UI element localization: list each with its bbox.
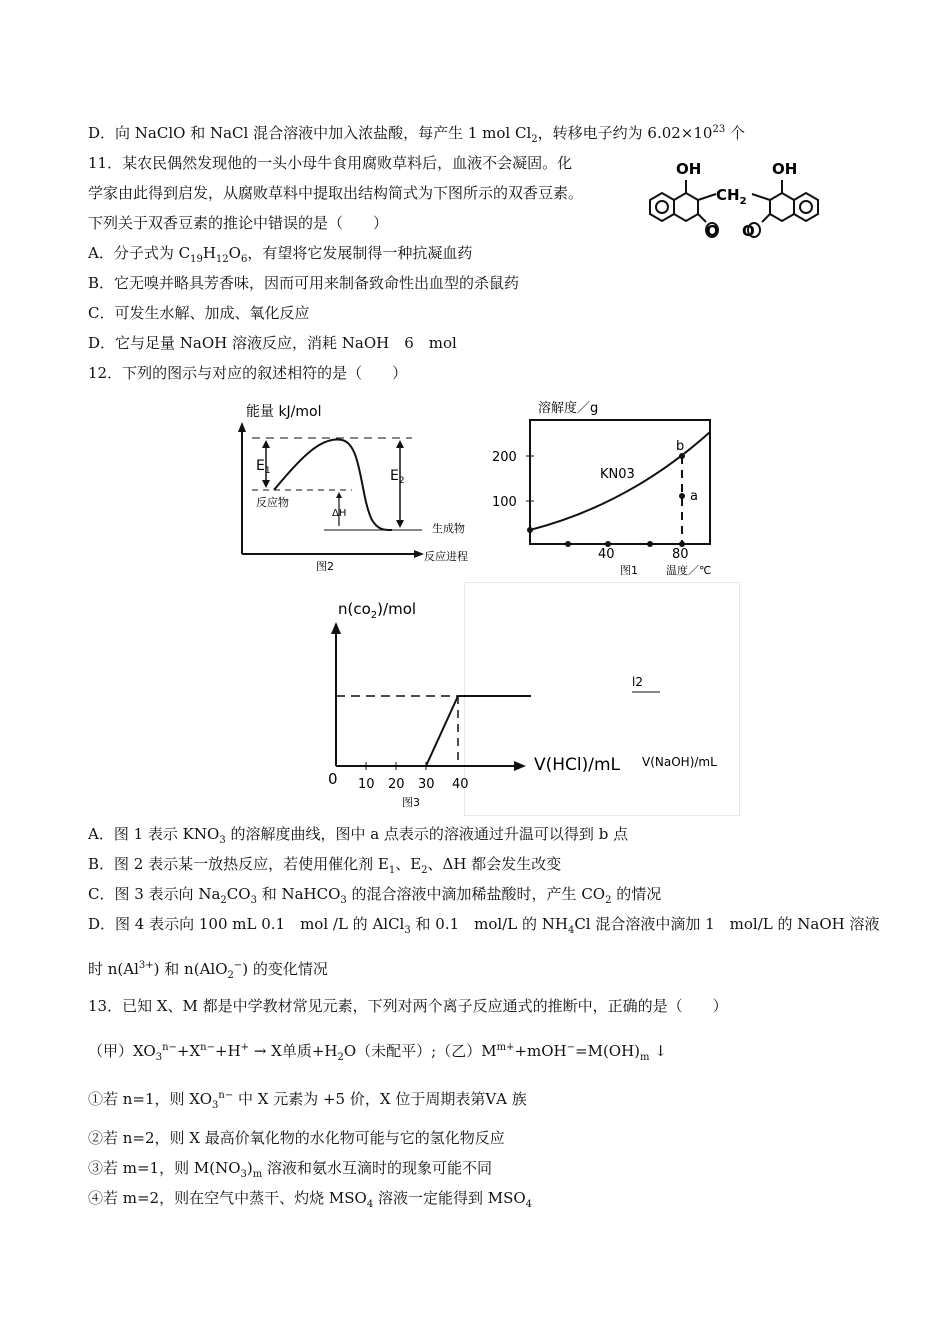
fig2-product-label: 生成物 — [432, 522, 465, 535]
sup: 3+ — [138, 960, 154, 971]
fig3-rising-line — [426, 696, 458, 766]
t: 的混合溶液中滴加稀盐酸时，产生 CO — [346, 885, 606, 903]
sup: 23 — [712, 124, 726, 135]
left-ch2-bond — [698, 194, 716, 200]
sub: 3 — [250, 895, 257, 906]
q10-option-d — [88, 120, 745, 150]
t: H — [202, 244, 216, 262]
fig2-e1-head-down — [262, 480, 270, 488]
sub: 1 — [388, 865, 396, 876]
fig3-label-30: 30 — [418, 777, 435, 792]
q11-stem-line3: 下列关于双香豆素的推论中错误的是（ ） — [88, 214, 389, 232]
fig2-x-label: 反应进程 — [424, 550, 468, 563]
t: +mOH — [514, 1042, 567, 1060]
q13-equations — [88, 1038, 667, 1068]
sub: 3 — [340, 895, 347, 906]
fig3-y-label — [338, 600, 416, 621]
fig1-tick-40: 40 — [598, 547, 615, 562]
sub: 2 — [421, 865, 428, 876]
e1: E — [256, 458, 265, 474]
fig1-start-point — [527, 527, 533, 533]
fig2-e2-head-up — [396, 440, 404, 448]
q10-d-text: D．向 NaClO 和 NaCl 混合溶液中加入浓盐酸，每产生 1 mol Cl — [88, 124, 532, 142]
fig1-x-dot-40 — [605, 541, 611, 547]
t: 、ΔH 都会发生改变 — [427, 855, 562, 873]
fig1-x-label: 温度／℃ — [666, 564, 712, 577]
t: 中 X 元素为 +5 价，X 位于周期表第ⅤA 族 — [233, 1090, 527, 1108]
sub: 4 — [567, 925, 575, 936]
t: 时 n(Al — [88, 960, 139, 978]
t: A．图 1 表示 KNO — [88, 825, 220, 843]
left-pyranone-ring — [674, 193, 698, 221]
left-carbonyl-bond — [698, 214, 706, 222]
fig1-label-a: a — [690, 489, 698, 504]
sub: 2 — [220, 895, 227, 906]
fig1-y-label: 溶解度／g — [538, 401, 599, 416]
fig2-e2-head-down — [396, 520, 404, 528]
sup: n− — [200, 1042, 215, 1053]
t: ③若 m=1，则 M(NO — [88, 1159, 241, 1177]
e2: E — [390, 468, 399, 484]
e2-sub: 2 — [398, 476, 405, 486]
t: O（未配平）;（乙）M — [343, 1042, 497, 1060]
sub: 3 — [219, 835, 226, 846]
yl-end: )/mol — [377, 600, 417, 618]
fig4-mark: l2 — [632, 675, 643, 689]
ch2-sub: 2 — [739, 196, 747, 207]
q11-option-a — [88, 243, 472, 270]
fig3-origin: 0 — [328, 770, 338, 788]
q11-stem-line1: 11．某农民偶然发现他的一头小母牛食用腐败草料后，血液不会凝固。化 — [88, 154, 573, 172]
q13-item-4 — [88, 1188, 532, 1215]
fig2-e1-head-up — [262, 440, 270, 448]
t: A．分子式为 C — [88, 244, 191, 262]
t: 的情况 — [611, 885, 662, 903]
t: Cl 混合溶液中滴加 1 mol/L 的 NaOH 溶液 — [574, 915, 880, 933]
t: ) 和 n(AlO — [153, 960, 228, 978]
q12-option-b — [88, 854, 561, 881]
sub: 4 — [525, 1199, 533, 1210]
t: 和 NaHCO — [256, 885, 341, 903]
fig1-curve-label: KN03 — [600, 467, 635, 482]
q12-option-d-line2 — [88, 956, 328, 986]
t: ，有望将它发展制得一种抗凝血药 — [247, 244, 473, 262]
right-pyranone-ring — [770, 193, 794, 221]
fig3-y-arrow — [331, 622, 341, 634]
t: ) — [246, 1159, 253, 1177]
t: +H — [215, 1042, 241, 1060]
fig1-tick-200: 200 — [492, 450, 517, 465]
t: 溶液一定能得到 MSO — [373, 1189, 526, 1207]
sub: 2 — [337, 1052, 344, 1063]
sub: 4 — [366, 1199, 374, 1210]
right-ch2-bond — [752, 194, 770, 200]
sub: 12 — [215, 254, 229, 265]
sub: m — [640, 1052, 650, 1063]
left-oh-label: OH — [676, 160, 702, 178]
t: D．图 4 表示向 100 mL 0.1 mol /L 的 AlCl — [88, 915, 405, 933]
fig2-dh-head — [336, 492, 342, 498]
t: ①若 n=1，则 XO — [88, 1090, 213, 1108]
q10-d-text3: 个 — [725, 124, 745, 142]
t: CO — [226, 885, 251, 903]
sub: 6 — [240, 254, 248, 265]
figure-2-energy-diagram — [232, 396, 492, 576]
t: O — [228, 244, 241, 262]
fig2-y-arrow — [238, 422, 246, 432]
fig1-x-dot-60 — [647, 541, 653, 547]
q12-option-a — [88, 824, 628, 851]
fig3-x-arrow — [514, 761, 526, 771]
figure-1-solubility — [482, 394, 732, 580]
fig1-caption: 图1 — [620, 564, 638, 577]
t: （甲）XO — [88, 1042, 156, 1060]
sub: 2 — [531, 134, 538, 145]
left-aromatic-circle — [656, 201, 668, 213]
q13-item-3 — [88, 1158, 492, 1185]
t: 、E — [395, 855, 422, 873]
sup: − — [566, 1042, 576, 1053]
yl-sub: 2 — [370, 610, 378, 621]
t: B．图 2 表示某一放热反应，若使用催化剂 E — [88, 855, 389, 873]
t: C．图 3 表示向 Na — [88, 885, 221, 903]
t: 的溶解度曲线，图中 a 点表示的溶液通过升温可以得到 b 点 — [225, 825, 629, 843]
q12-option-c — [88, 884, 661, 911]
t: ④若 m=2，则在空气中蒸干、灼烧 MSO — [88, 1189, 367, 1207]
sub: 19 — [190, 254, 203, 265]
right-carbonyl-o: O — [742, 222, 755, 240]
fig2-e1-label — [256, 458, 271, 476]
sup: n− — [162, 1042, 177, 1053]
sup: n− — [218, 1090, 234, 1101]
dicoumarol-structure — [640, 152, 830, 242]
fig1-tick-100: 100 — [492, 495, 517, 510]
right-benzene-ring — [794, 193, 818, 221]
fig2-e2-label — [390, 468, 405, 486]
q11-option-d: D．它与足量 NaOH 溶液反应，消耗 NaOH 6 mol — [88, 334, 457, 352]
sub: 3 — [240, 1169, 247, 1180]
sub: 2 — [227, 970, 234, 981]
sub: 3 — [212, 1100, 219, 1111]
sub: 2 — [605, 895, 612, 906]
q11-option-b: B．它无嗅并略具芳香味，因而可用来制备致命性出血型的杀鼠药 — [88, 274, 520, 292]
ch2-label — [716, 186, 747, 207]
fig1-tick-80: 80 — [672, 547, 689, 562]
fig3-label-40: 40 — [452, 777, 469, 792]
figure-3-co2-graph — [316, 592, 736, 814]
left-benzene-ring — [650, 193, 674, 221]
fig2-reactant-label: 反应物 — [256, 496, 289, 509]
t: ↓ — [649, 1042, 667, 1060]
sub: m — [252, 1169, 263, 1180]
right-oh-label: OH — [772, 160, 798, 178]
t: → X单质+H — [249, 1042, 338, 1060]
sub: 3 — [404, 925, 411, 936]
q10-d-text2: ，转移电子约为 6.02×10 — [537, 124, 713, 142]
e1-sub: 1 — [264, 466, 271, 476]
q11-stem-line2: 学家由此得到启发，从腐败草料中提取出结构简式为下图所示的双香豆素。 — [88, 184, 584, 202]
q13-item-2: ②若 n=2，则 X 最高价氧化物的水化物可能与它的氢化物反应 — [88, 1129, 505, 1147]
sup: + — [240, 1042, 250, 1053]
fig1-point-a — [679, 493, 685, 499]
yl: n(co — [338, 600, 371, 618]
q13-item-1 — [88, 1086, 527, 1116]
fig2-x-arrow — [414, 550, 424, 558]
t: 溶液和氨水互滴时的现象可能不同 — [262, 1159, 493, 1177]
t: =M(OH) — [575, 1042, 641, 1060]
q12-option-d — [88, 914, 880, 941]
right-aromatic-circle — [800, 201, 812, 213]
t: +X — [176, 1042, 201, 1060]
q13-stem: 13．已知 X、M 都是中学教材常见元素，下列对两个离子反应通式的推断中，正确的是（ ） — [88, 997, 728, 1015]
ch2-text: CH — [716, 186, 740, 204]
left-carbonyl-o: O — [706, 222, 719, 240]
sup: m+ — [496, 1042, 515, 1053]
fig1-label-b: b — [676, 439, 685, 454]
fig3-caption: 图3 — [402, 796, 420, 809]
sup: − — [233, 960, 243, 971]
fig2-dh-label: ΔH — [332, 508, 347, 519]
q11-option-c: C．可发生水解、加成、氧化反应 — [88, 304, 310, 322]
t: ) 的变化情况 — [242, 960, 328, 978]
t: 和 0.1 mol/L 的 NH — [410, 915, 568, 933]
fig2-y-label: 能量 kJ/mol — [246, 404, 322, 420]
fig4-x-label: V(NaOH)/mL — [642, 755, 717, 769]
q12-stem: 12．下列的图示与对应的叙述相符的是（ ） — [88, 364, 408, 382]
fig2-caption: 图2 — [316, 560, 334, 573]
right-carbonyl-bond — [762, 214, 770, 222]
fig1-x-dot-20 — [565, 541, 571, 547]
fig3-label-20: 20 — [388, 777, 405, 792]
fig3-x-label: V(HCl)/mL — [534, 755, 621, 775]
sub: 3 — [155, 1052, 163, 1063]
fig3-label-10: 10 — [358, 777, 375, 792]
